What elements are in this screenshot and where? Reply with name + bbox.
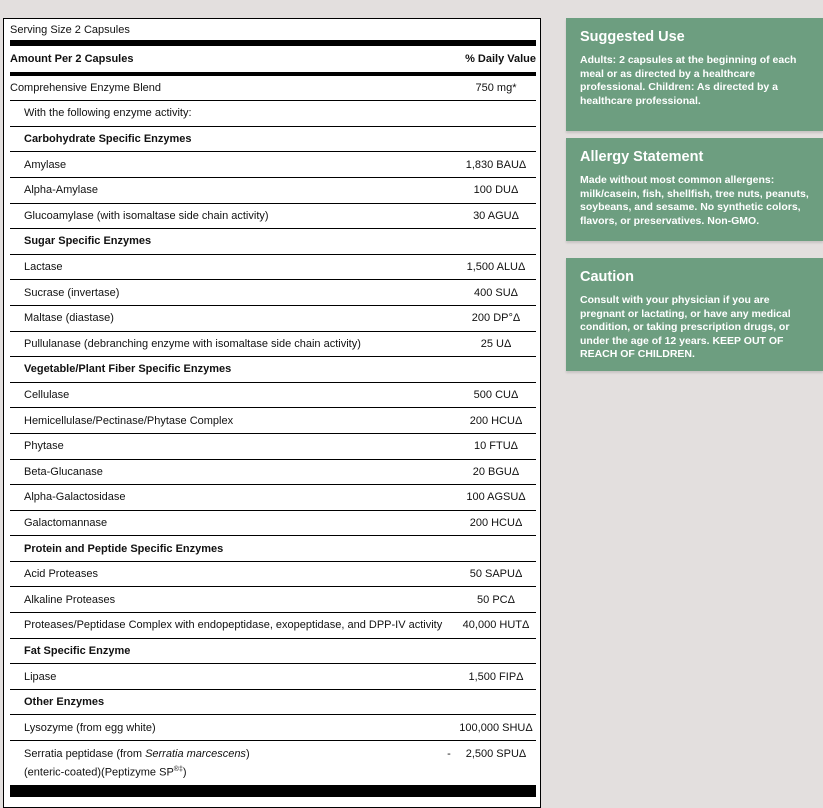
card-title: Suggested Use bbox=[580, 29, 685, 45]
nutrient-value: 200 DP°Δ bbox=[471, 312, 521, 325]
supplement-facts-panel bbox=[3, 18, 541, 808]
nutrient-value: 50 SAPUΔ bbox=[469, 568, 523, 581]
amount-header-row bbox=[10, 46, 536, 72]
serratia-dash: - bbox=[447, 748, 451, 761]
nutrient-name: Lipase bbox=[24, 670, 57, 683]
section-heading-row bbox=[10, 127, 536, 153]
nutrient-name: Phytase bbox=[24, 440, 64, 453]
nutrient-value: 1,500 ALUΔ bbox=[466, 261, 526, 274]
amount-header: Amount Per 2 Capsules bbox=[10, 52, 134, 65]
nutrient-row bbox=[10, 383, 536, 409]
nutrient-name: Cellulase bbox=[24, 389, 70, 402]
nutrient-value: 100 DUΔ bbox=[473, 184, 519, 197]
nutrient-row bbox=[10, 715, 536, 741]
serratia-line2-end: ) bbox=[182, 766, 187, 779]
nutrient-value: 10 FTUΔ bbox=[473, 440, 519, 453]
nutrient-name: Glucoamylase (with isomaltase side chain activity) bbox=[24, 209, 269, 222]
nutrient-value: 100 AGSUΔ bbox=[466, 491, 526, 504]
nutrient-row bbox=[10, 152, 536, 178]
blend-name: Comprehensive Enzyme Blend bbox=[10, 81, 162, 94]
nutrient-value: 30 AGUΔ bbox=[473, 209, 519, 222]
card-text: Adults: 2 capsules at the beginning of each meal or as directed by a healthcare professional. Children: As directed by a healthcare professional. bbox=[580, 54, 797, 107]
nutrient-name: Alpha-Amylase bbox=[24, 184, 98, 197]
nutrient-row bbox=[10, 178, 536, 204]
nutrient-name: Beta-Glucanase bbox=[24, 465, 103, 478]
nutrient-name: Maltase (diastase) bbox=[24, 312, 114, 325]
serratia-value: 2,500 SPUΔ bbox=[465, 748, 527, 761]
nutrient-name: Alpha-Galactosidase bbox=[24, 491, 126, 504]
serratia-species: Serratia marcescens bbox=[145, 748, 246, 761]
nutrient-value: 1,500 FIPΔ bbox=[468, 670, 524, 683]
card-title: Caution bbox=[580, 269, 634, 285]
nutrient-row bbox=[10, 204, 536, 230]
nutrient-row bbox=[10, 664, 536, 690]
nutrient-row bbox=[10, 280, 536, 306]
nutrient-value: 500 CUΔ bbox=[473, 389, 519, 402]
nutrient-row bbox=[10, 434, 536, 460]
nutrient-name: Amylase bbox=[24, 158, 67, 171]
serratia-line2: (enteric-coated)(Peptizyme SP bbox=[24, 766, 174, 779]
section-heading-row bbox=[10, 639, 536, 665]
section-heading: Fat Specific Enzyme bbox=[24, 644, 131, 657]
nutrient-name: Proteases/Peptidase Complex with endopeptidase, exopeptidase, and DPP-IV activity bbox=[24, 619, 443, 632]
nutrient-name: Lysozyme (from egg white) bbox=[24, 721, 156, 734]
serratia-name bbox=[10, 746, 442, 781]
nutrient-name: Lactase bbox=[24, 261, 63, 274]
serratia-row bbox=[10, 741, 536, 789]
serratia-name-a: Serratia peptidase (from bbox=[24, 748, 146, 761]
blend-row bbox=[10, 76, 536, 102]
nutrient-row bbox=[10, 613, 536, 639]
serratia-name-b: ) bbox=[245, 748, 250, 761]
nutrient-value: 200 HCUΔ bbox=[469, 414, 523, 427]
nutrient-row bbox=[10, 332, 536, 358]
card-title: Allergy Statement bbox=[580, 149, 704, 165]
nutrient-value: 50 PCΔ bbox=[477, 593, 515, 606]
card-text: Made without most common allergens: milk/casein, fish, shellfish, tree nuts, peanuts, soybeans, and sesame. No synthetic colors, flavors, or preservatives. Non-GMO. bbox=[580, 174, 809, 227]
allergy-statement-card bbox=[566, 138, 823, 241]
nutrient-value: 200 HCUΔ bbox=[469, 516, 523, 529]
section-heading: Carbohydrate Specific Enzymes bbox=[24, 133, 192, 146]
nutrient-name: Galactomannase bbox=[24, 516, 108, 529]
section-heading: Other Enzymes bbox=[24, 696, 105, 709]
nutrient-row bbox=[10, 562, 536, 588]
nutrient-value: 40,000 HUTΔ bbox=[462, 619, 530, 632]
suggested-use-card bbox=[566, 18, 823, 131]
nutrient-row bbox=[10, 511, 536, 537]
nutrient-name: Pullulanase (debranching enzyme with isomaltase side chain activity) bbox=[24, 337, 361, 350]
section-heading-row bbox=[10, 536, 536, 562]
caution-card bbox=[566, 258, 823, 371]
nutrient-name: Hemicellulase/Pectinase/Phytase Complex bbox=[24, 414, 234, 427]
nutrient-row bbox=[10, 485, 536, 511]
nutrient-row bbox=[10, 306, 536, 332]
card-text: Consult with your physician if you are pregnant or lactating, or have any medical condition, or taking prescription drugs, or under the age of 12 years. KEEP OUT OF REACH OF CHILDREN. bbox=[580, 294, 791, 360]
nutrient-name: Acid Proteases bbox=[24, 568, 98, 581]
serratia-sup: ®‡ bbox=[173, 766, 183, 774]
nutrient-value: 1,830 BAUΔ bbox=[465, 158, 527, 171]
divider-thick-bottom bbox=[10, 785, 536, 797]
nutrient-row bbox=[10, 255, 536, 281]
nutrient-value: 400 SUΔ bbox=[473, 286, 519, 299]
intro-text: With the following enzyme activity: bbox=[24, 107, 192, 120]
section-heading: Sugar Specific Enzymes bbox=[24, 235, 152, 248]
intro-row bbox=[10, 101, 536, 127]
nutrient-row bbox=[10, 587, 536, 613]
section-heading: Vegetable/Plant Fiber Specific Enzymes bbox=[24, 363, 232, 376]
nutrient-row bbox=[10, 408, 536, 434]
daily-value-header: % Daily Value bbox=[465, 52, 536, 65]
nutrient-row bbox=[10, 460, 536, 486]
section-heading-row bbox=[10, 357, 536, 383]
section-heading: Protein and Peptide Specific Enzymes bbox=[24, 542, 224, 555]
nutrient-value: 25 UΔ bbox=[480, 337, 512, 350]
nutrient-value: 20 BGUΔ bbox=[472, 465, 520, 478]
section-heading-row bbox=[10, 690, 536, 716]
blend-value: 750 mg* bbox=[475, 81, 517, 94]
nutrient-value: 100,000 SHUΔ bbox=[459, 721, 533, 734]
section-heading-row bbox=[10, 229, 536, 255]
nutrient-name: Alkaline Proteases bbox=[24, 593, 116, 606]
nutrient-name: Sucrase (invertase) bbox=[24, 286, 120, 299]
serving-size: Serving Size 2 Capsules bbox=[10, 24, 130, 36]
